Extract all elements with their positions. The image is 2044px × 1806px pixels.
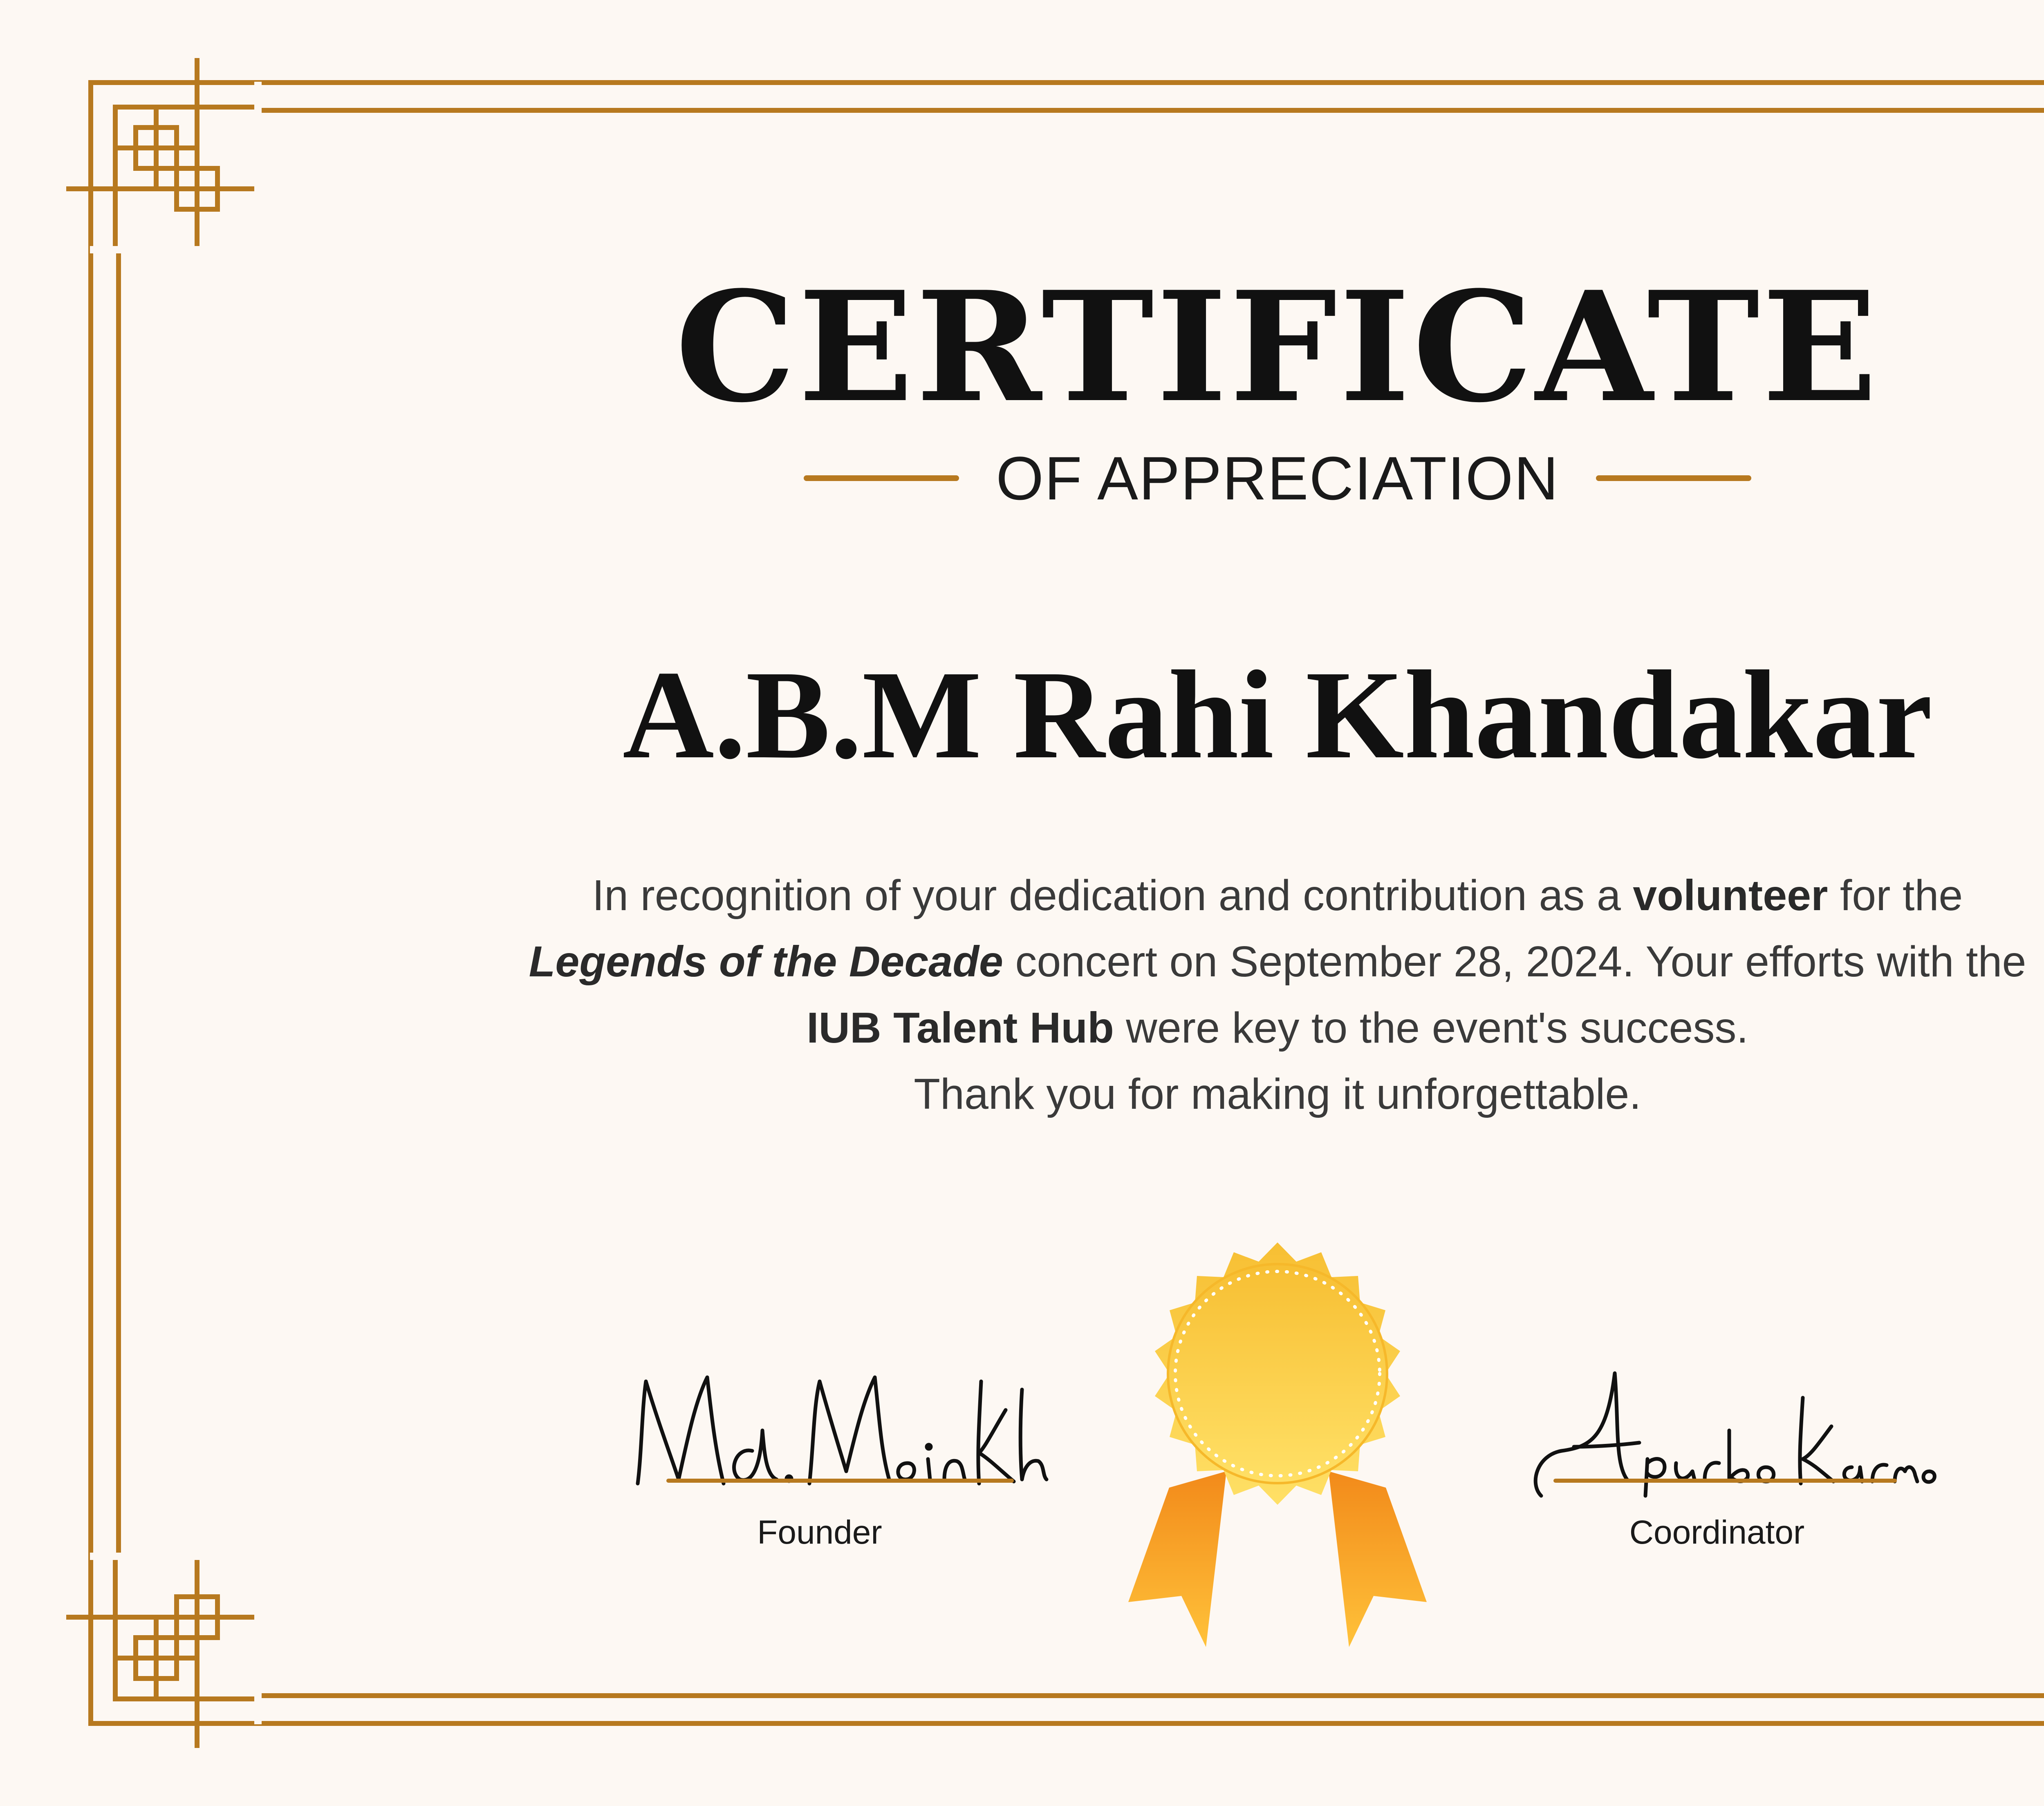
subtitle-rule-right — [1596, 475, 1751, 481]
signature-role-coordinator: Coordinator — [1629, 1514, 1805, 1551]
signature-role-founder: Founder — [757, 1514, 882, 1551]
seal-ribbon-left — [1128, 1471, 1226, 1647]
seal-center — [1168, 1264, 1387, 1483]
award-seal-icon — [1104, 1226, 1451, 1647]
signature-line-founder — [666, 1479, 1014, 1483]
message-line-3 — [409, 995, 2044, 1061]
message-line-4: Thank you for making it unforgettable. — [914, 1070, 1641, 1118]
corner-ornament-top-left — [66, 58, 262, 253]
seal-ribbon-right — [1329, 1471, 1427, 1647]
message-text-1: In recognition of your dedication and contribution as a — [592, 871, 1633, 920]
signature-block-founder — [613, 1349, 1063, 1569]
signature-line-coordinator — [1553, 1479, 1897, 1483]
subtitle-row — [0, 441, 2044, 515]
message-line-1 — [409, 862, 2044, 929]
corner-ornament-bottom-left — [66, 1553, 262, 1748]
certificate-subtitle: OF APPRECIATION — [996, 444, 1559, 512]
message-text-3: concert on September 28, 2024. Your efforts with the — [1003, 938, 2026, 986]
message-role-word: volunteer — [1633, 871, 1828, 920]
recipient-name: A.B.M Rahi Khandakar — [623, 645, 1932, 785]
appreciation-message — [409, 862, 2044, 1127]
message-organization: IUB Talent Hub — [807, 1004, 1114, 1052]
subtitle-rule-left — [804, 475, 959, 481]
signature-block-coordinator — [1492, 1349, 1942, 1569]
message-line-2 — [409, 929, 2044, 995]
message-text-2: for the — [1828, 871, 1963, 920]
message-text-4: were key to the event's success. — [1114, 1004, 1748, 1052]
certificate-title: CERTIFICATE — [675, 259, 1880, 436]
message-event-name: Legends of the Decade — [529, 938, 1003, 986]
